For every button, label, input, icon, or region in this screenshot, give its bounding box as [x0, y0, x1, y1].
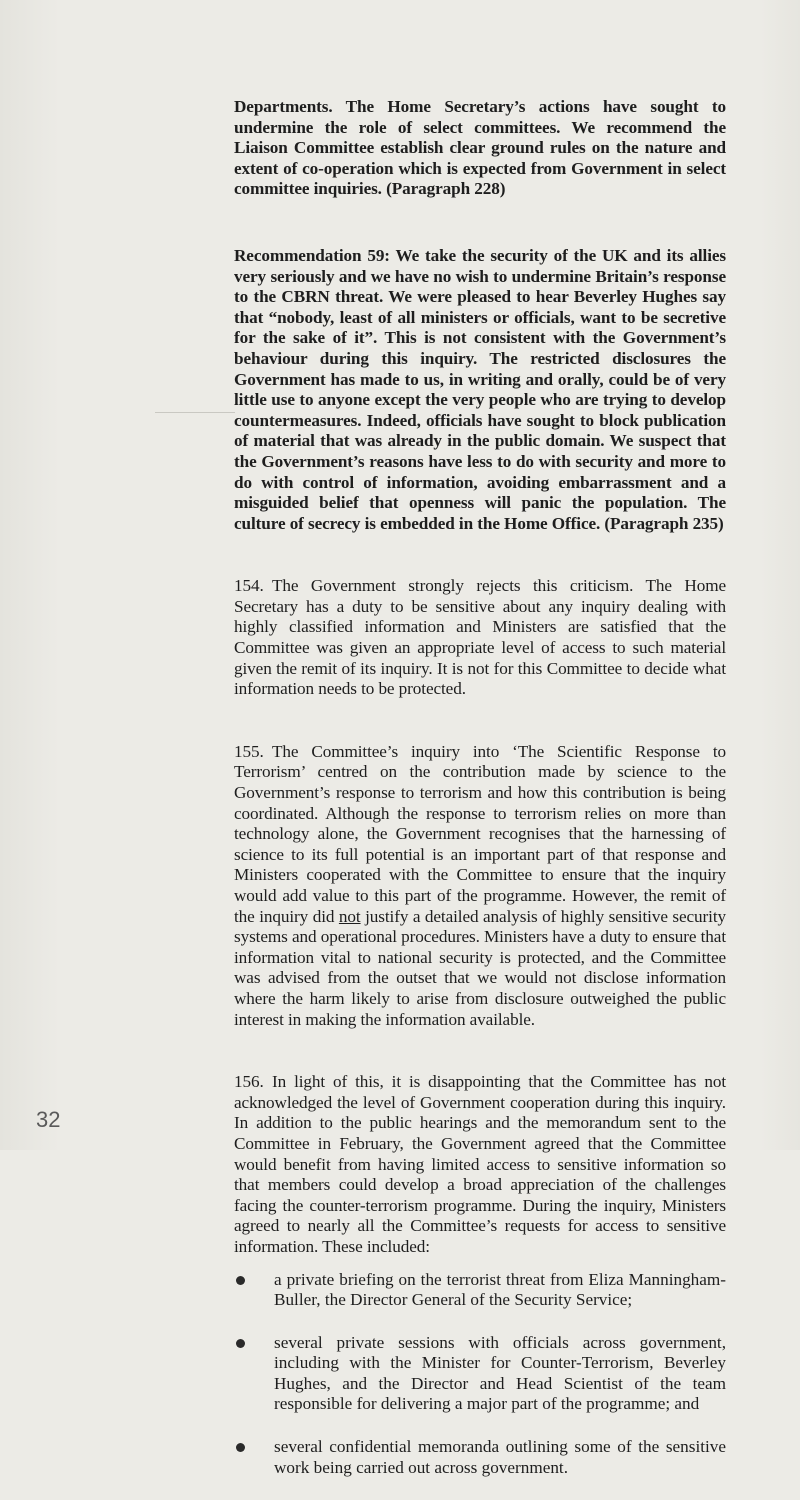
paragraph-text: justify a detailed analysis of highly sensitive security systems and operational procedures. Ministers have a duty to ensure that information vital to national security is protected, and the Committee was advised from the outset that we would not disclose information where the harm likely to arise from disclosure outweighed the public interest in making the information available.: [234, 906, 726, 1029]
paragraph-text: The Committee’s inquiry into ‘The Scientific Response to Terrorism’ centred on the contribution made by science to the Government’s response to terrorism and how this contribution is being coordinated. Although the response to terrorism relies on more than technology alone, the Government recognises that the harnessing of science to its full potential is an important part of that response and Ministers cooperated with the Committee to ensure that the inquiry would add value to this part of the programme. However, the remit of the inquiry did: [234, 741, 726, 926]
list-item-text: several confidential memoranda outlining some of the sensitive work being carried out across government.: [274, 1437, 726, 1477]
bullet-icon: [236, 1443, 245, 1452]
paragraph-156: [234, 1072, 726, 1257]
recommendation-59: Recommendation 59: We take the security of the UK and its allies very seriously and we have no wish to undermine Britain’s response to the CBRN threat. We were pleased to hear Beverley Hughes say that “nobody, least of all ministers or officials, want to be secretive for the sake of it”. This is not consistent with the Government’s behaviour during this inquiry. The restricted disclosures the Government has made to us, in writing and orally, could be of very little use to anyone except the very people who are trying to develop countermeasures. Indeed, officials have sought to block publication of material that was already in the public domain. We suspect that the Government’s reasons have less to do with security and more to do with control of information, avoiding embarrassment and a misguided belief that openness will panic the population. The culture of secrecy is embedded in the Home Office. (Paragraph 235): [234, 245, 726, 533]
paragraph-155: [234, 742, 726, 1030]
list-item: [234, 1333, 726, 1415]
list-item-text: several private sessions with officials across government, including with the Minister for Counter-Terrorism, Beverley Hughes, and the Director and Head Scientist of the team responsible for delivering a major part of the programme; and: [274, 1332, 726, 1414]
bullet-list: [234, 1270, 726, 1479]
list-item: [234, 1437, 726, 1478]
paragraph-text: The Government strongly rejects this criticism. The Home Secretary has a duty to be sensitive about any inquiry dealing with highly classified information and Ministers are satisfied that the Committee was given an appropriate level of access to such material given the remit of its inquiry. It is not for this Committee to decide what information needs to be protected.: [234, 576, 726, 699]
paragraph-154: [234, 576, 726, 700]
page-number: 32: [36, 1107, 61, 1132]
page-content: [234, 97, 726, 1500]
paragraph-intro: Departments. The Home Secretary’s actions have sought to undermine the role of select committees. We recommend the Liaison Committee establish clear ground rules on the nature and extent of co-operation which is expected from Government in select committee inquiries. (Paragraph 228): [234, 97, 726, 199]
underlined-word: not: [338, 906, 361, 926]
paragraph-number: 155.: [234, 741, 264, 761]
paragraph-number: 156.: [234, 1072, 264, 1092]
bullet-icon: [236, 1339, 245, 1348]
list-item: [234, 1270, 726, 1311]
paragraph-text: In light of this, it is disappointing that the Committee has not acknowledged the level of Government cooperation during this inquiry. In addition to the public hearings and the memorandum sent to the Committee in February, the Government agreed that the Committee would benefit from having limited access to sensitive information so that members could develop a broad appreciation of the challenges facing the counter-terrorism programme. During the inquiry, Ministers agreed to nearly all the Committee’s requests for access to sensitive information. These included:: [234, 1072, 726, 1256]
list-item-text: a private briefing on the terrorist threat from Eliza Manningham-Buller, the Director General of the Security Service;: [274, 1269, 726, 1310]
bullet-icon: [236, 1276, 245, 1285]
margin-mark: [155, 412, 235, 413]
paragraph-number: 154.: [234, 576, 264, 596]
